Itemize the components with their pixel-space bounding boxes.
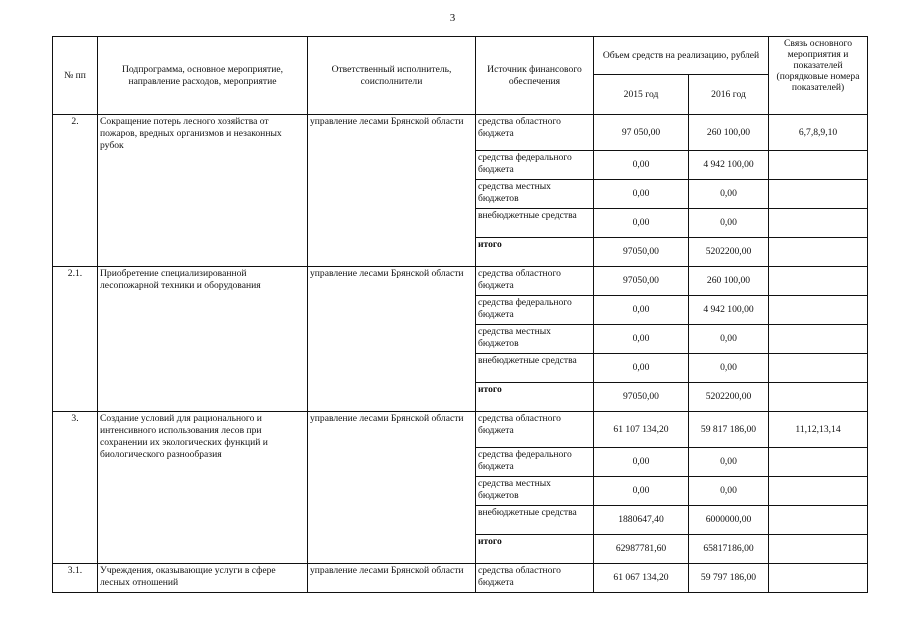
- row-source: средства областного бюджета: [476, 564, 594, 593]
- header-2016: 2016 год: [689, 75, 769, 115]
- row-value-2016: 4 942 100,00: [689, 296, 769, 325]
- row-value-2015: 97050,00: [594, 238, 689, 267]
- row-value-2015: 97050,00: [594, 383, 689, 412]
- row-value-2016: 59 797 186,00: [689, 564, 769, 593]
- table-row: [53, 564, 868, 593]
- row-value-2016: 0,00: [689, 477, 769, 506]
- table-row: [53, 115, 868, 151]
- row-source: средства областного бюджета: [476, 115, 594, 151]
- row-indicator-link: [769, 325, 868, 354]
- row-value-2015: 97050,00: [594, 267, 689, 296]
- row-value-2016: 0,00: [689, 209, 769, 238]
- row-source: средства областного бюджета: [476, 412, 594, 448]
- row-source: итого: [476, 383, 594, 412]
- row-executor: управление лесами Брянской области: [308, 115, 476, 267]
- table-body: [53, 115, 868, 593]
- row-source: средства федерального бюджета: [476, 151, 594, 180]
- row-value-2016: 0,00: [689, 325, 769, 354]
- row-value-2015: 0,00: [594, 325, 689, 354]
- row-source: внебюджетные средства: [476, 506, 594, 535]
- row-executor: управление лесами Брянской области: [308, 564, 476, 593]
- header-link: Связь основного мероприятия и показателей (порядковые номера показателей): [769, 37, 868, 115]
- row-executor: управление лесами Брянской области: [308, 267, 476, 412]
- row-value-2016: 65817186,00: [689, 535, 769, 564]
- row-indicator-link: [769, 448, 868, 477]
- header-executor: Ответственный исполнитель, соисполнители: [308, 37, 476, 115]
- row-indicator-link: [769, 238, 868, 267]
- row-indicator-link: [769, 383, 868, 412]
- row-value-2016: 5202200,00: [689, 383, 769, 412]
- row-source: итого: [476, 535, 594, 564]
- row-value-2015: 1880647,40: [594, 506, 689, 535]
- row-program: Создание условий для рационального и интенсивного использования лесов при сохранении их экологических функций и биологического разнообразия: [98, 412, 308, 564]
- row-value-2015: 0,00: [594, 209, 689, 238]
- row-source: внебюджетные средства: [476, 354, 594, 383]
- header-program: Подпрограмма, основное мероприятие, направление расходов, мероприятие: [98, 37, 308, 115]
- row-value-2016: 0,00: [689, 354, 769, 383]
- row-program: Учреждения, оказывающие услуги в сфере лесных отношений: [98, 564, 308, 593]
- row-value-2015: 0,00: [594, 151, 689, 180]
- row-value-2015: 61 107 134,20: [594, 412, 689, 448]
- row-source: внебюджетные средства: [476, 209, 594, 238]
- row-number: 2.1.: [53, 267, 98, 412]
- row-value-2015: 0,00: [594, 180, 689, 209]
- row-value-2015: 62987781,60: [594, 535, 689, 564]
- row-number: 3.1.: [53, 564, 98, 593]
- row-value-2015: 97 050,00: [594, 115, 689, 151]
- row-value-2016: 260 100,00: [689, 267, 769, 296]
- row-executor: управление лесами Брянской области: [308, 412, 476, 564]
- header-2015: 2015 год: [594, 75, 689, 115]
- row-source: средства местных бюджетов: [476, 180, 594, 209]
- row-value-2016: 4 942 100,00: [689, 151, 769, 180]
- row-indicator-link: [769, 296, 868, 325]
- row-indicator-link: [769, 180, 868, 209]
- row-value-2015: 0,00: [594, 296, 689, 325]
- row-source: средства федерального бюджета: [476, 296, 594, 325]
- row-indicator-link: [769, 151, 868, 180]
- header-volume: Объем средств на реализацию, рублей: [594, 37, 769, 75]
- row-value-2016: 5202200,00: [689, 238, 769, 267]
- row-source: средства местных бюджетов: [476, 477, 594, 506]
- row-number: 2.: [53, 115, 98, 267]
- header-num: № пп: [53, 37, 98, 115]
- row-indicator-link: 6,7,8,9,10: [769, 115, 868, 151]
- row-value-2016: 260 100,00: [689, 115, 769, 151]
- row-value-2016: 0,00: [689, 180, 769, 209]
- row-indicator-link: [769, 535, 868, 564]
- row-indicator-link: [769, 267, 868, 296]
- header-source: Источник финансового обеспечения: [476, 37, 594, 115]
- row-program: Приобретение специализированной лесопожарной техники и оборудования: [98, 267, 308, 412]
- funding-table: [52, 36, 868, 593]
- row-indicator-link: [769, 564, 868, 593]
- row-indicator-link: [769, 354, 868, 383]
- row-source: итого: [476, 238, 594, 267]
- row-value-2016: 0,00: [689, 448, 769, 477]
- row-value-2015: 0,00: [594, 354, 689, 383]
- row-indicator-link: [769, 477, 868, 506]
- page-number: 3: [449, 12, 456, 24]
- row-indicator-link: [769, 209, 868, 238]
- row-source: средства местных бюджетов: [476, 325, 594, 354]
- row-source: средства областного бюджета: [476, 267, 594, 296]
- row-value-2016: 59 817 186,00: [689, 412, 769, 448]
- row-source: средства федерального бюджета: [476, 448, 594, 477]
- row-indicator-link: [769, 506, 868, 535]
- row-number: 3.: [53, 412, 98, 564]
- row-value-2015: 0,00: [594, 477, 689, 506]
- row-program: Сокращение потерь лесного хозяйства от пожаров, вредных организмов и незаконных рубок: [98, 115, 308, 267]
- row-value-2015: 0,00: [594, 448, 689, 477]
- table-row: [53, 267, 868, 296]
- table-row: [53, 412, 868, 448]
- row-value-2015: 61 067 134,20: [594, 564, 689, 593]
- row-value-2016: 6000000,00: [689, 506, 769, 535]
- row-indicator-link: 11,12,13,14: [769, 412, 868, 448]
